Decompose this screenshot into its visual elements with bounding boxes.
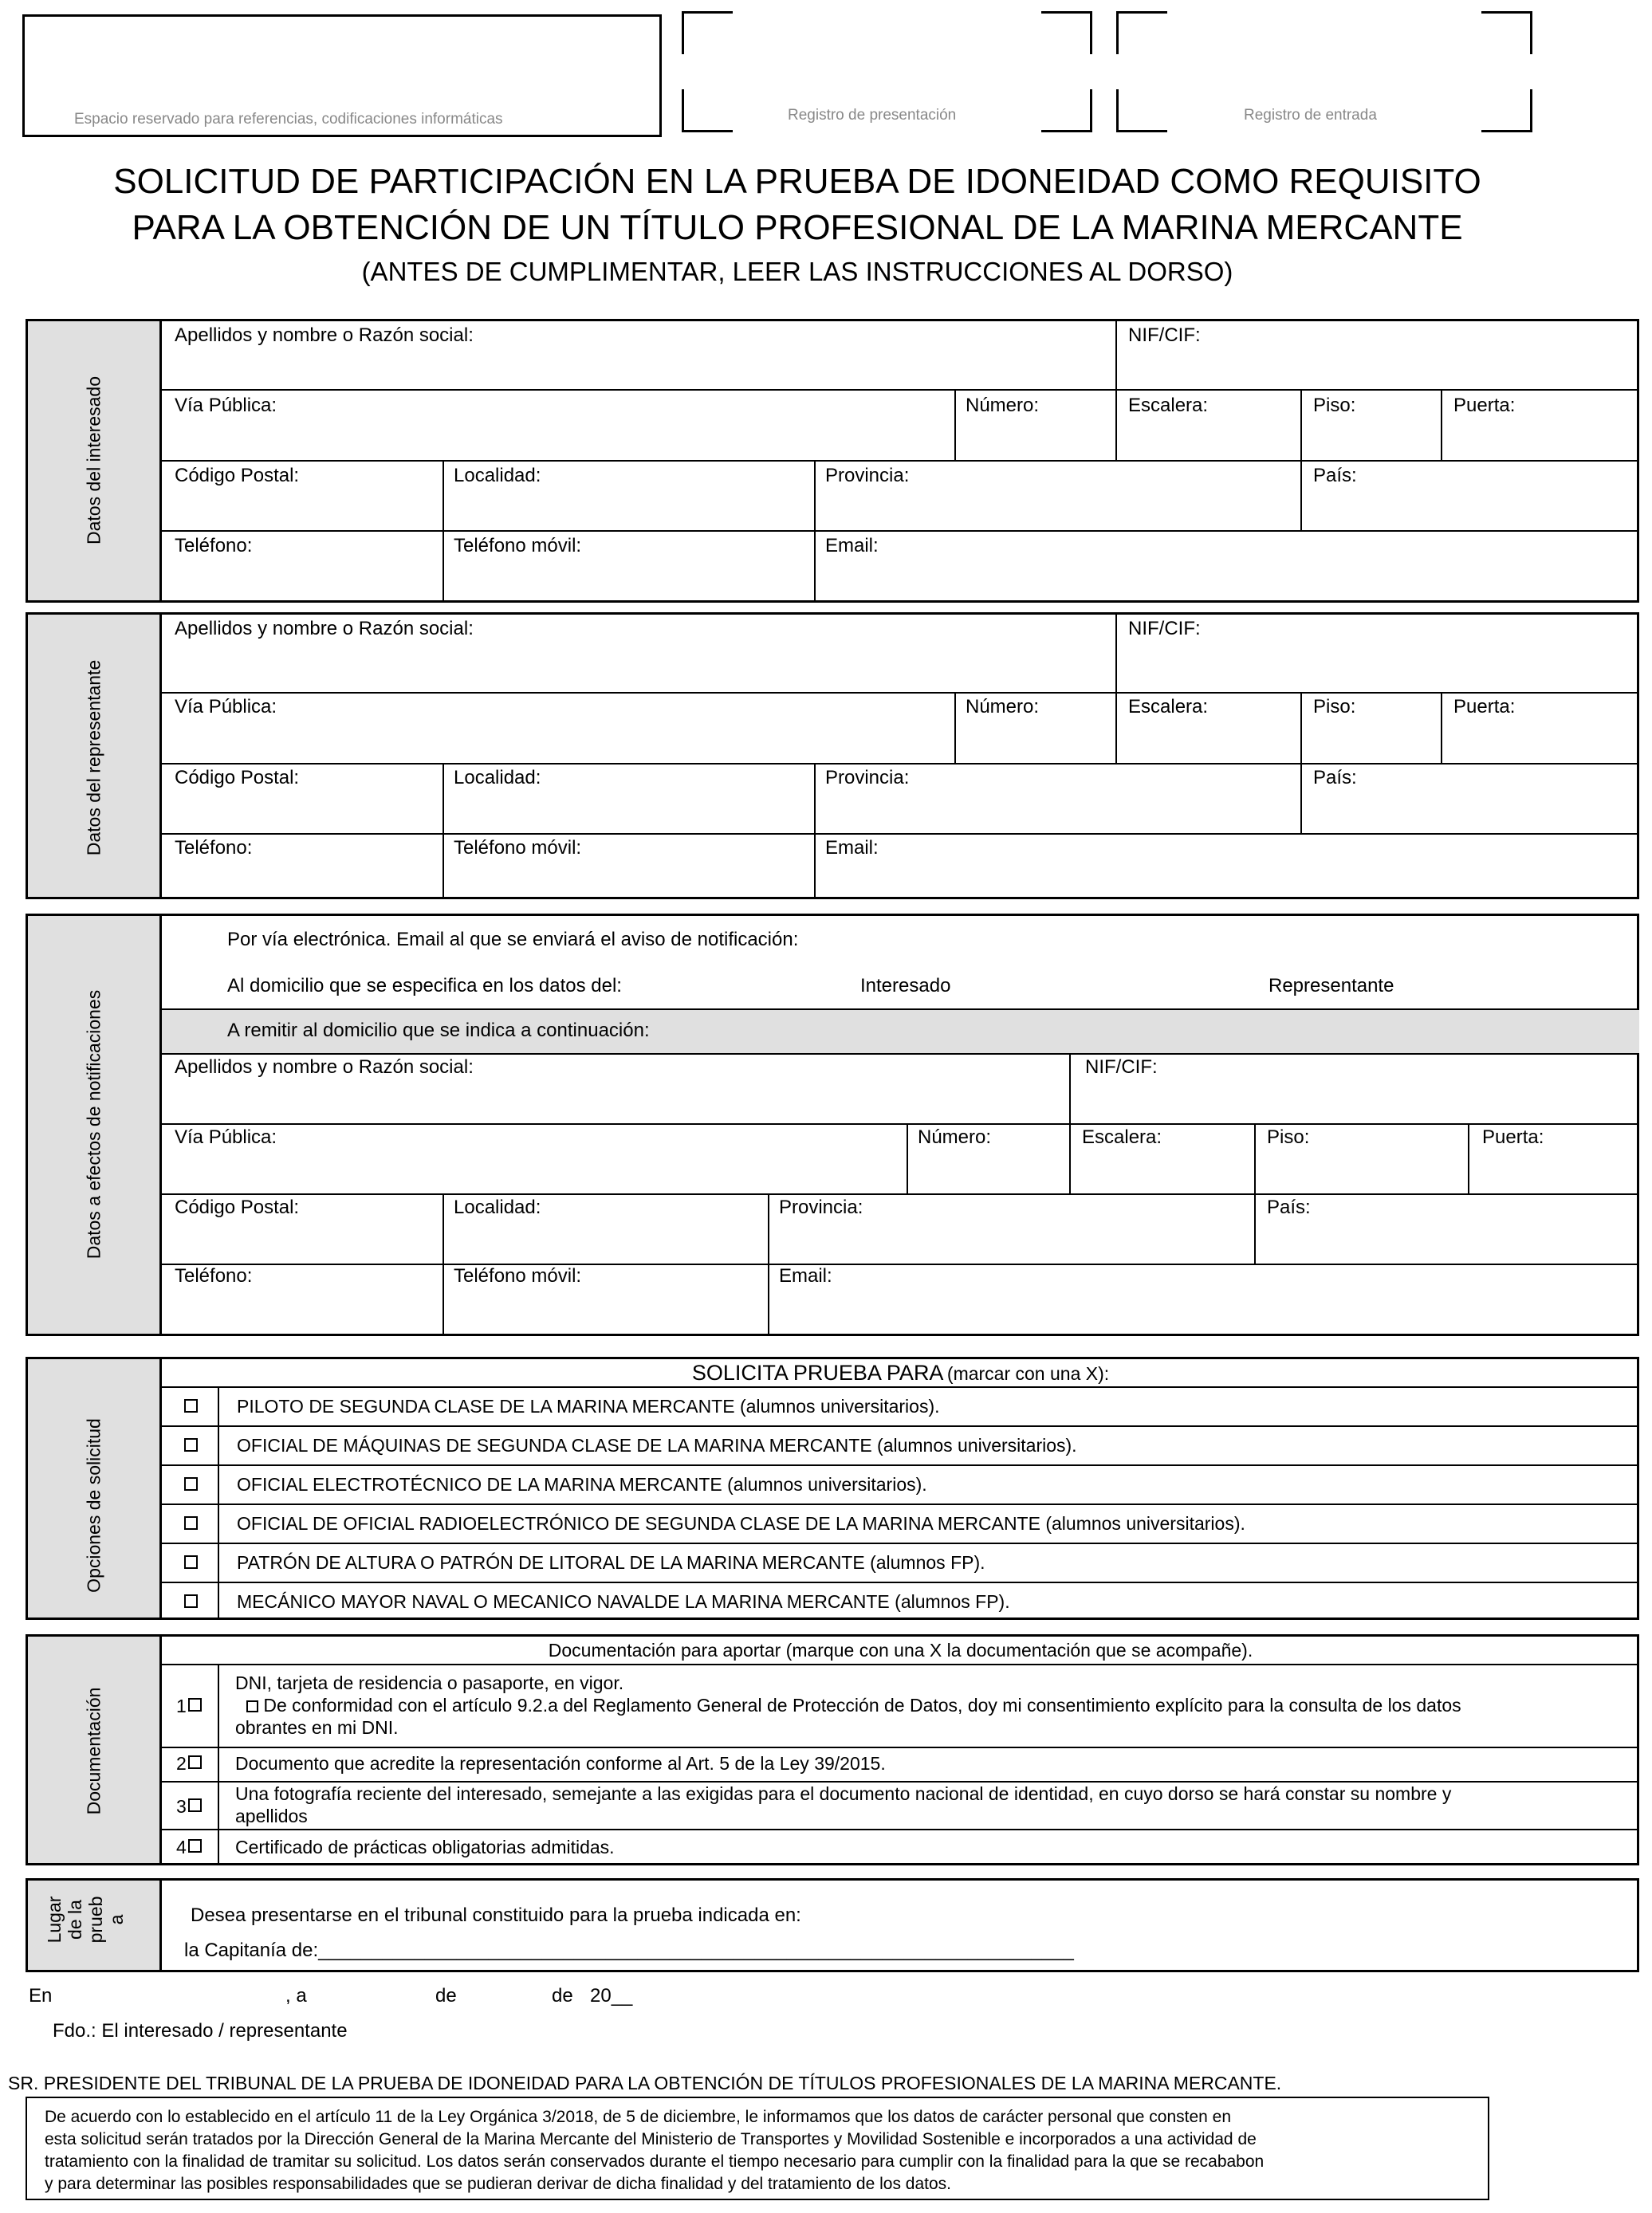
lugar-section-label: Lugar de la prueb a (44, 1896, 127, 1944)
data-protection-line-3: tratamiento con la finalidad de tramitar su solicitud. Los datos serán conservados durante el tiempo necesario para cumplir con la finalidad para la que se recababon (45, 2152, 1265, 2171)
doc-1-consent: De conformidad con el artículo 9.2.a del Reglamento General de Protección de Datos, doy mi consentimiento explícito para la consulta de los datos (246, 1694, 1461, 1716)
notif-puerta-field[interactable]: Puerta: (1482, 1126, 1544, 1148)
reserved-space-label: Espacio reservado para referencias, codificaciones informáticas (74, 111, 503, 128)
option-3-label: OFICIAL ELECTROTÉCNICO DE LA MARINA MERCANTE (alumnos universitarios). (237, 1474, 927, 1495)
notif-piso-field[interactable]: Piso: (1267, 1126, 1310, 1148)
documentacion-heading: Documentación para aportar (marque con una X la documentación que se acompañe). (548, 1640, 1253, 1661)
representante-email-field[interactable]: Email: (825, 837, 879, 859)
notificaciones-section (26, 914, 1639, 1336)
option-3-checkbox[interactable] (184, 1477, 198, 1491)
footer-en-label: En (29, 1985, 53, 2007)
option-2-checkbox[interactable] (184, 1438, 198, 1452)
form-title-line2: PARA LA OBTENCIÓN DE UN TÍTULO PROFESIONAL DE LA MARINA MERCANTE (132, 208, 1463, 247)
interesado-localidad-field[interactable]: Localidad: (454, 465, 541, 486)
interesado-email-field[interactable]: Email: (825, 535, 879, 556)
doc-1-number: 1 (176, 1696, 187, 1716)
option-5-label: PATRÓN DE ALTURA O PATRÓN DE LITORAL DE LA MARINA MERCANTE (alumnos FP). (237, 1552, 985, 1573)
representante-section (26, 612, 1639, 899)
representante-movil-field[interactable]: Teléfono móvil: (454, 837, 582, 859)
registro-entrada-label: Registro de entrada (1244, 107, 1377, 124)
representante-provincia-field[interactable]: Provincia: (825, 767, 910, 788)
footer-year-field[interactable]: 20__ (590, 1985, 633, 2007)
interesado-numero-field[interactable]: Número: (966, 395, 1040, 416)
doc-4-checkbox[interactable] (188, 1839, 202, 1853)
form-instructions-note: (ANTES DE CUMPLIMENTAR, LEER LAS INSTRUCCIONES AL DORSO) (361, 257, 1233, 286)
notif-numero-field[interactable]: Número: (918, 1126, 992, 1148)
representante-localidad-field[interactable]: Localidad: (454, 767, 541, 788)
interesado-provincia-field[interactable]: Provincia: (825, 465, 910, 486)
notif-cp-field[interactable]: Código Postal: (175, 1197, 300, 1218)
interesado-movil-field[interactable]: Teléfono móvil: (454, 535, 582, 556)
doc-3-text: Una fotografía reciente del interesado, semejante a las exigidas para el documento nacional de identidad, en cuyo dorso se hará constar su nombre y apellidos (235, 1783, 1452, 1826)
doc-1-text (235, 1672, 1461, 1739)
data-protection-line-4: y para determinar las posibles responsabilidades que se pudieran derivar de dicha finalidad y del tratamiento de los datos. (45, 2175, 952, 2193)
lugar-capitania-field[interactable]: la Capitanía de:_______________________________________________________________________ (184, 1940, 1074, 1961)
notif-nombre-field[interactable]: Apellidos y nombre o Razón social: (175, 1056, 474, 1078)
notif-telefono-field[interactable]: Teléfono: (175, 1265, 253, 1287)
notif-representante-option[interactable]: Representante (1268, 975, 1394, 996)
lugar-desea-text: Desea presentarse en el tribunal constituido para la prueba indicada en: (191, 1904, 801, 1926)
notif-movil-field[interactable]: Teléfono móvil: (454, 1265, 582, 1287)
notif-email-field[interactable]: Email: (779, 1265, 832, 1287)
footer-destinatario: SR. PRESIDENTE DEL TRIBUNAL DE LA PRUEBA DE IDONEIDAD PARA LA OBTENCIÓN DE TÍTULOS PROFESIONALES DE LA MARINA MERCANTE. (8, 2073, 1282, 2093)
doc-4-text: Certificado de prácticas obligatorias admitidas. (235, 1837, 615, 1857)
notif-domicilio-option[interactable]: Al domicilio que se especifica en los datos del: (227, 975, 622, 996)
notif-via-field[interactable]: Vía Pública: (175, 1126, 277, 1148)
option-2-label: OFICIAL DE MÁQUINAS DE SEGUNDA CLASE DE LA MARINA MERCANTE (alumnos universitarios). (237, 1435, 1077, 1456)
representante-puerta-field[interactable]: Puerta: (1453, 696, 1516, 717)
interesado-telefono-field[interactable]: Teléfono: (175, 535, 253, 556)
representante-nif-field[interactable]: NIF/CIF: (1128, 618, 1201, 639)
notif-provincia-field[interactable]: Provincia: (779, 1197, 863, 1218)
opciones-section (26, 1357, 1639, 1620)
data-protection-line-1: De acuerdo con lo establecido en el artículo 11 de la Ley Orgánica 3/2018, de 5 de diciembre, le informamos que los datos de carácter personal que consten en (45, 2108, 1232, 2126)
notif-nif-field[interactable]: NIF/CIF: (1085, 1056, 1158, 1078)
representante-via-field[interactable]: Vía Pública: (175, 696, 277, 717)
doc-1-consent-checkbox[interactable] (246, 1700, 258, 1712)
footer-firma-label: Fdo.: El interesado / representante (53, 2020, 348, 2042)
footer-a-label: , a (285, 1985, 307, 2007)
option-5-checkbox[interactable] (184, 1555, 198, 1569)
opciones-heading: SOLICITA PRUEBA PARA (marcar con una X): (691, 1361, 1110, 1385)
option-4-label: OFICIAL DE OFICIAL RADIOELECTRÓNICO DE SEGUNDA CLASE DE LA MARINA MERCANTE (alumnos universitarios). (237, 1513, 1245, 1534)
option-1-label: PILOTO DE SEGUNDA CLASE DE LA MARINA MERCANTE (alumnos universitarios). (237, 1396, 940, 1417)
doc-3-number: 3 (176, 1796, 187, 1817)
lugar-section (26, 1878, 1639, 1972)
interesado-piso-field[interactable]: Piso: (1313, 395, 1356, 416)
footer-de-label-1: de (435, 1985, 457, 2007)
option-6-checkbox[interactable] (184, 1594, 198, 1608)
notif-remitir-option[interactable]: A remitir al domicilio que se indica a continuación: (227, 1020, 650, 1041)
registro-presentacion-label: Registro de presentación (788, 107, 957, 124)
data-protection-line-2: esta solicitud serán tratados por la Dirección General de la Marina Mercante del Ministerio de Transportes y Movilidad Sostenible e incorporados a una actividad de (45, 2130, 1257, 2148)
notif-pais-field[interactable]: País: (1267, 1197, 1311, 1218)
documentacion-section (26, 1634, 1639, 1865)
interesado-pais-field[interactable]: País: (1313, 465, 1357, 486)
representante-telefono-field[interactable]: Teléfono: (175, 837, 253, 859)
representante-cp-field[interactable]: Código Postal: (175, 767, 300, 788)
doc-1-line1: DNI, tarjeta de residencia o pasaporte, en vigor. (235, 1673, 624, 1693)
notif-escalera-field[interactable]: Escalera: (1082, 1126, 1162, 1148)
option-4-checkbox[interactable] (184, 1516, 198, 1530)
representante-numero-field[interactable]: Número: (966, 696, 1040, 717)
notif-localidad-field[interactable]: Localidad: (454, 1197, 541, 1218)
opciones-section-label: Opciones de solicitud (83, 1418, 104, 1593)
documentacion-section-label: Documentación (83, 1687, 104, 1815)
notif-interesado-option[interactable]: Interesado (860, 975, 951, 996)
interesado-via-field[interactable]: Vía Pública: (175, 395, 277, 416)
doc-1-checkbox[interactable] (188, 1698, 202, 1712)
representante-escalera-field[interactable]: Escalera: (1128, 696, 1209, 717)
doc-3-checkbox[interactable] (188, 1798, 202, 1812)
representante-piso-field[interactable]: Piso: (1313, 696, 1356, 717)
interesado-section (26, 319, 1639, 603)
interesado-section-label: Datos del interesado (83, 376, 104, 544)
doc-2-checkbox[interactable] (188, 1755, 202, 1769)
doc-1-line3: obrantes en mi DNI. (235, 1717, 399, 1738)
interesado-nif-field[interactable]: NIF/CIF: (1128, 324, 1201, 346)
notif-electronica-option[interactable]: Por vía electrónica. Email al que se enviará el aviso de notificación: (227, 929, 799, 950)
footer-de-label-2: de (552, 1985, 573, 2007)
interesado-puerta-field[interactable]: Puerta: (1453, 395, 1516, 416)
reserved-space-box (22, 14, 662, 137)
doc-2-number: 2 (176, 1753, 187, 1774)
option-1-checkbox[interactable] (184, 1399, 198, 1413)
form-title-line1: SOLICITUD DE PARTICIPACIÓN EN LA PRUEBA DE IDONEIDAD COMO REQUISITO (113, 162, 1481, 201)
doc-4-number: 4 (176, 1837, 187, 1857)
interesado-nombre-field[interactable]: Apellidos y nombre o Razón social: (175, 324, 474, 346)
doc-2-text: Documento que acredite la representación conforme al Art. 5 de la Ley 39/2015. (235, 1753, 886, 1774)
representante-nombre-field[interactable]: Apellidos y nombre o Razón social: (175, 618, 474, 639)
data-protection-notice (26, 2097, 1489, 2200)
interesado-escalera-field[interactable]: Escalera: (1128, 395, 1209, 416)
interesado-cp-field[interactable]: Código Postal: (175, 465, 300, 486)
notificaciones-section-label: Datos a efectos de notificaciones (83, 989, 104, 1260)
representante-section-label: Datos del representante (83, 659, 104, 856)
option-6-label: MECÁNICO MAYOR NAVAL O MECANICO NAVALDE LA MARINA MERCANTE (alumnos FP). (237, 1591, 1010, 1612)
representante-pais-field[interactable]: País: (1313, 767, 1357, 788)
